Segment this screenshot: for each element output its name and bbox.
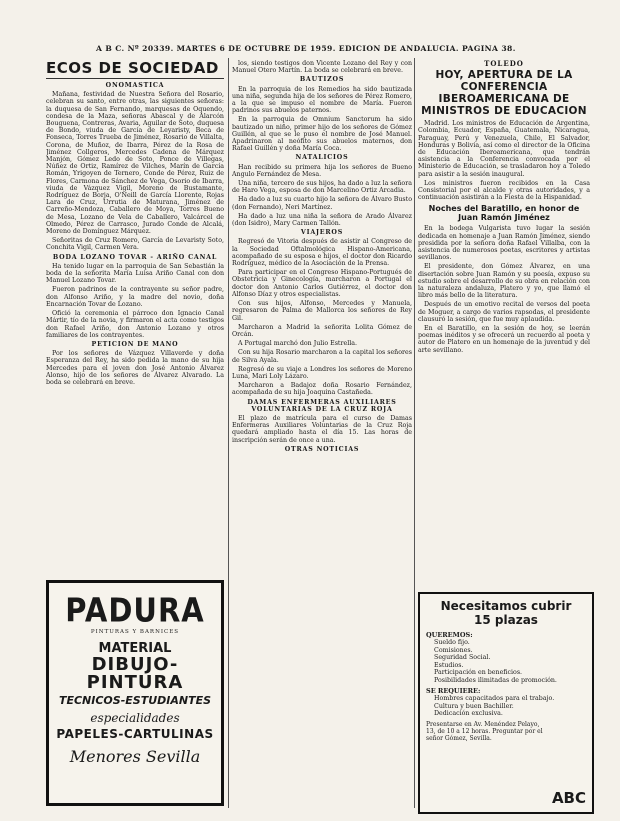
section-title: ECOS DE SOCIEDAD [46, 60, 224, 79]
article-paragraph: En la parroquia de Omnium Sanctorum ha sido bautizado un niño, primer hijo de los señores de Gómez Guillén, al que se le puso el nombre de José Manuel. Apadrinaron al neófito sus abuelos maternos, don Rafael Guillén y doña María Coca. [232, 116, 412, 153]
article-paragraph: Ha tenido lugar en la parroquia de San Sebastián la boda de la señorita María Luisa Ariño Canal con don Manuel Lozano Tovar. [46, 262, 224, 285]
article-paragraph: los, siendo testigos don Vicente Lozano del Rey y con Manuel Otero Martín. La boda se celebrará en breve. [232, 60, 412, 75]
subheading-bautizos: BAUTIZOS [299, 76, 345, 84]
ad-list-item: Seguridad Social. [434, 654, 491, 661]
ad-line: PAPELES-CARTULINAS [56, 727, 214, 741]
ad-section-heading: QUEREMOS: [426, 631, 473, 639]
article-paragraph: Mañana, festividad de Nuestra Señora del Rosario, celebran su santo, entre otras, las siguientes señoras: la duquesa de San Fernando, marquesas de Oquendo, condesa de la Maza, señoras Abascal y de Alarcón Bouguena, Contreras, Avaria, Aguilar de Soto, duquesa de Bondo, viuda de García de Leyaristy, Beca de Fonseca, Torres Trueba de Jiménez, Rosario de Villalta, Corona, de Muñoz, de Ibarra, Pérez de la Rosa de Jiménez Collgeros, Mercedes Cadena de Márquez Manjón, Gómez Ledo de Soto, Ponce de Villegas, Núñez de Ortiz, Ramírez de Vilches, Marín de García Román, Yrigoyen de Ternero, Conde de Pérez, Ruiz de Flores, Carmona de Sánchez de Vega, Osorio de Ibarra, viuda de Vázquez Vigil, Moreno de Bustamante, Rodríguez de Borja, O'Neill de García Llorente, Rojas Lara de Cruz, Urrutia de Maturana, Jiménez de Carreño-Mendoza, Caballero de Moya, Torres Bueno de Mesa, Lozano de Vela de Caballero, Valcárcel de Olmedo, Pérez de Carrasco, Jurado Conde de Alcalá, Moreno de Domínguez Márquez. [46, 91, 224, 236]
ad-list-item: Comisiones. [434, 646, 473, 654]
column-rule [228, 58, 229, 808]
subheading-peticion: PETICION DE MANO [91, 340, 179, 348]
subheading-onomastica: ONOMASTICA [105, 82, 165, 89]
article-paragraph: El presidente, don Gómez Álvarez, en una disertación sobre Juan Ramón y su poesía, expuso su estudio sobre el desarrollo de su obra en relación con la naturaleza andaluza, Platero y yo, que llamó el libro más bello de la literatura. [418, 263, 590, 300]
ad-list-item: Posibilidades ilimitadas de promoción. [434, 676, 557, 684]
article-paragraph: El plazo de matrícula para el curso de Damas Enfermeras Auxiliares Voluntarias de la Cruz Roja quedará ampliado hasta el día 15. Las horas de inscripción serán de once a una. [232, 414, 412, 444]
article-paragraph: Madrid. Los ministros de Educación de Argentina, Colombia, Ecuador, España, Guatemala, Nicaragua, Paraguay, Perú y Venezuela, Chile, El Salvador, Honduras y Bolivia, así como el director de la Oficina de Educación Iberoamericana, que tendrán asistencia a la Conferencia convocada por el Ministerio de Educación, se trasladaron hoy a Toledo para asistir a la sesión inaugural. [418, 120, 590, 178]
article-paragraph: Con su hija Rosario marcharon a la capital los señores de Silva Ayala. [232, 349, 412, 364]
article-paragraph: En la parroquia de los Remedios ha sido bautizada una niña, segunda hija de los señores de Pérez Romero, a la que se impuso el nombre de María. Fueron padrinos sus abuelos paternos. [232, 85, 412, 115]
article-paragraph: Ha dado a luz una niña la señora de Arado Álvarez (don Isidro), Mary Carmen Tallón. [232, 212, 412, 228]
ad-line: TECNICOS-ESTUDIANTES [58, 694, 212, 707]
article-paragraph: A Portugal marchó don Julio Estrella. [238, 340, 357, 348]
ad-subtitle: 15 plazas [474, 613, 538, 627]
article-paragraph: Señoritas de Cruz Romero, García de Levaristy Soto, Conchita Vigil, Carmen Vera. [46, 237, 224, 252]
ad-signature: Menores Sevilla [69, 747, 201, 766]
dateline-place: TOLEDO [484, 60, 524, 68]
ad-brand: PADURA [65, 590, 205, 630]
article-paragraph: Después de un emotivo recital de versos del poeta de Moguer, a cargo de varios rapsodas, el presidente clausuró la sesión, que fue muy aplaudida. [418, 301, 590, 323]
ad-line: especialidades [90, 711, 180, 725]
padura-advertisement [46, 580, 224, 806]
subheadline: Noches del Baratillo, en honor de Juan Ramón Jiménez [428, 204, 580, 223]
article-paragraph: Han recibido su primera hija los señores de Bueno Angulo Fernández de Mesa. [232, 163, 412, 178]
article-paragraph: Fueron padrinos de la contrayente su señor padre, don Alfonso Ariño, y la madre del novio, doña Encarnación Tovar de Lozano. [46, 286, 224, 308]
ad-section-heading: SE REQUIERE: [426, 687, 481, 695]
article-paragraph: Una niña, tercero de sus hijos, ha dado a luz la señora de Haro Vega, esposa de don Marcelino Ortiz Arcadia. [232, 180, 412, 195]
ad-footer: Presentarse en Av. Menéndez Pelayo, 13, de 10 a 12 horas. Preguntar por el señor Gómez, Sevilla. [426, 720, 543, 742]
subheading-otras: OTRAS NOTICIAS [284, 445, 360, 453]
article-paragraph: Para participar en el Congreso Hispano-Portugués de Obstetricia y Ginecología, marcharon a Portugal el doctor don Antonio Carlos Gutiérrez, el doctor don Alfonso Díaz y otros especialistas. [232, 269, 412, 298]
ad-list-item: Participación en beneficios. [434, 669, 523, 676]
column-society-continued [232, 60, 412, 800]
subheading-viajeros: VIAJEROS [300, 229, 344, 237]
article-paragraph: Marcharon a Badajoz doña Rosario Fernández, acompañada de su hija Joaquina Castañeda. [232, 382, 412, 397]
article-paragraph: Marcharon a Madrid la señorita Lolita Gómez de Orcán. [232, 323, 412, 338]
ad-list-item: Dedicación exclusiva. [434, 710, 503, 717]
ad-line: MATERIAL [98, 641, 172, 656]
article-paragraph: Ha dado a luz su cuarto hijo la señora de Álvaro Busto (don Fernando), Neri Martínez. [232, 196, 412, 211]
subheading-natalicios: NATALICIOS [295, 154, 349, 162]
column-society [46, 60, 224, 575]
ad-line: DIBUJO-PINTURA [86, 654, 184, 693]
ad-tagline: PINTURAS Y BARNICES [90, 629, 180, 635]
ad-title: Necesitamos cubrir [440, 599, 572, 613]
article-paragraph: Los ministros fueron recibidos en la Casa Consistorial por el alcalde y otras autoridades, y a continuación asistirán a la Fiesta de la Hispanidad. [418, 179, 590, 202]
subheading-boda: BODA LOZANO TOVAR - ARIÑO CANAL [52, 253, 218, 261]
abc-logo: ABC [551, 789, 586, 807]
column-toledo [418, 60, 590, 580]
article-paragraph: En la bodega Vulgarista tuvo lugar la sesión dedicada en homenaje a Juan Ramón Jiménez, siendo presidida por la señora doña Rafael Villalba, con la asistencia de numerosos poetas, escritores y artistas sevillanos. [418, 225, 590, 262]
headline: HOY, APERTURA DE LA CONFERENCIA IBEROAMERICANA DE MINISTROS DE EDUCACION [421, 69, 587, 118]
ad-list-item: Sueldo fijo. [434, 639, 470, 646]
subheading-damas: DAMAS ENFERMERAS AUXILIARES VOLUNTARIAS DE LA CRUZ ROJA [247, 398, 397, 413]
article-paragraph: Regresó de Vitoria después de asistir al Congreso de la Sociedad Oftalmológica Hispano-Americana, acompañado de su esposa e hijos, el doctor don Ricardo Rodríguez, médico de la Asociación de la Prensa. [232, 238, 412, 268]
article-paragraph: Ofició la ceremonia el párroco don Ignacio Canal Mártir, tío de la novia, y firmaron el acta como testigos don Rafael Ariño, don Antonio Lozano y otros familiares de los contrayentes. [46, 310, 224, 339]
ad-list-item: Cultura y buen Bachiller. [434, 702, 514, 710]
article-paragraph: Regresó de su viaje a Londres los señores de Moreno Luna, Mari Loly Lázaro. [232, 365, 412, 380]
masthead: A B C. Nº 20339. MARTES 6 DE OCTUBRE DE 1959. EDICION DE ANDALUCIA. PAGINA 38. [96, 44, 516, 53]
article-paragraph: En el Baratillo, en la sesión de hoy, se leerán poemas inéditos y se ofrecerá un recuerdo al poeta y autor de Platero en un homenaje de la juventud y del arte sevillano. [418, 325, 590, 354]
ad-list-item: Hombres capacitados para el trabajo. [434, 695, 555, 702]
article-paragraph: Por los señores de Vázquez Villaverde y doña Esperanza del Rey, ha sido pedida la mano de su hija Mercedes para el joven don José Antonio Álvarez Alonso, hijo de los señores de Álvarez Alvarado. La boda se celebrará en breve. [46, 350, 224, 386]
ad-list-item: Estudios. [434, 661, 464, 669]
article-paragraph: Con sus hijos, Alfonso, Mercedes y Manuela, regresaron de Palma de Mallorca los señores de Rey Gil. [232, 300, 412, 322]
column-rule [414, 58, 415, 808]
jobs-advertisement [418, 592, 594, 814]
